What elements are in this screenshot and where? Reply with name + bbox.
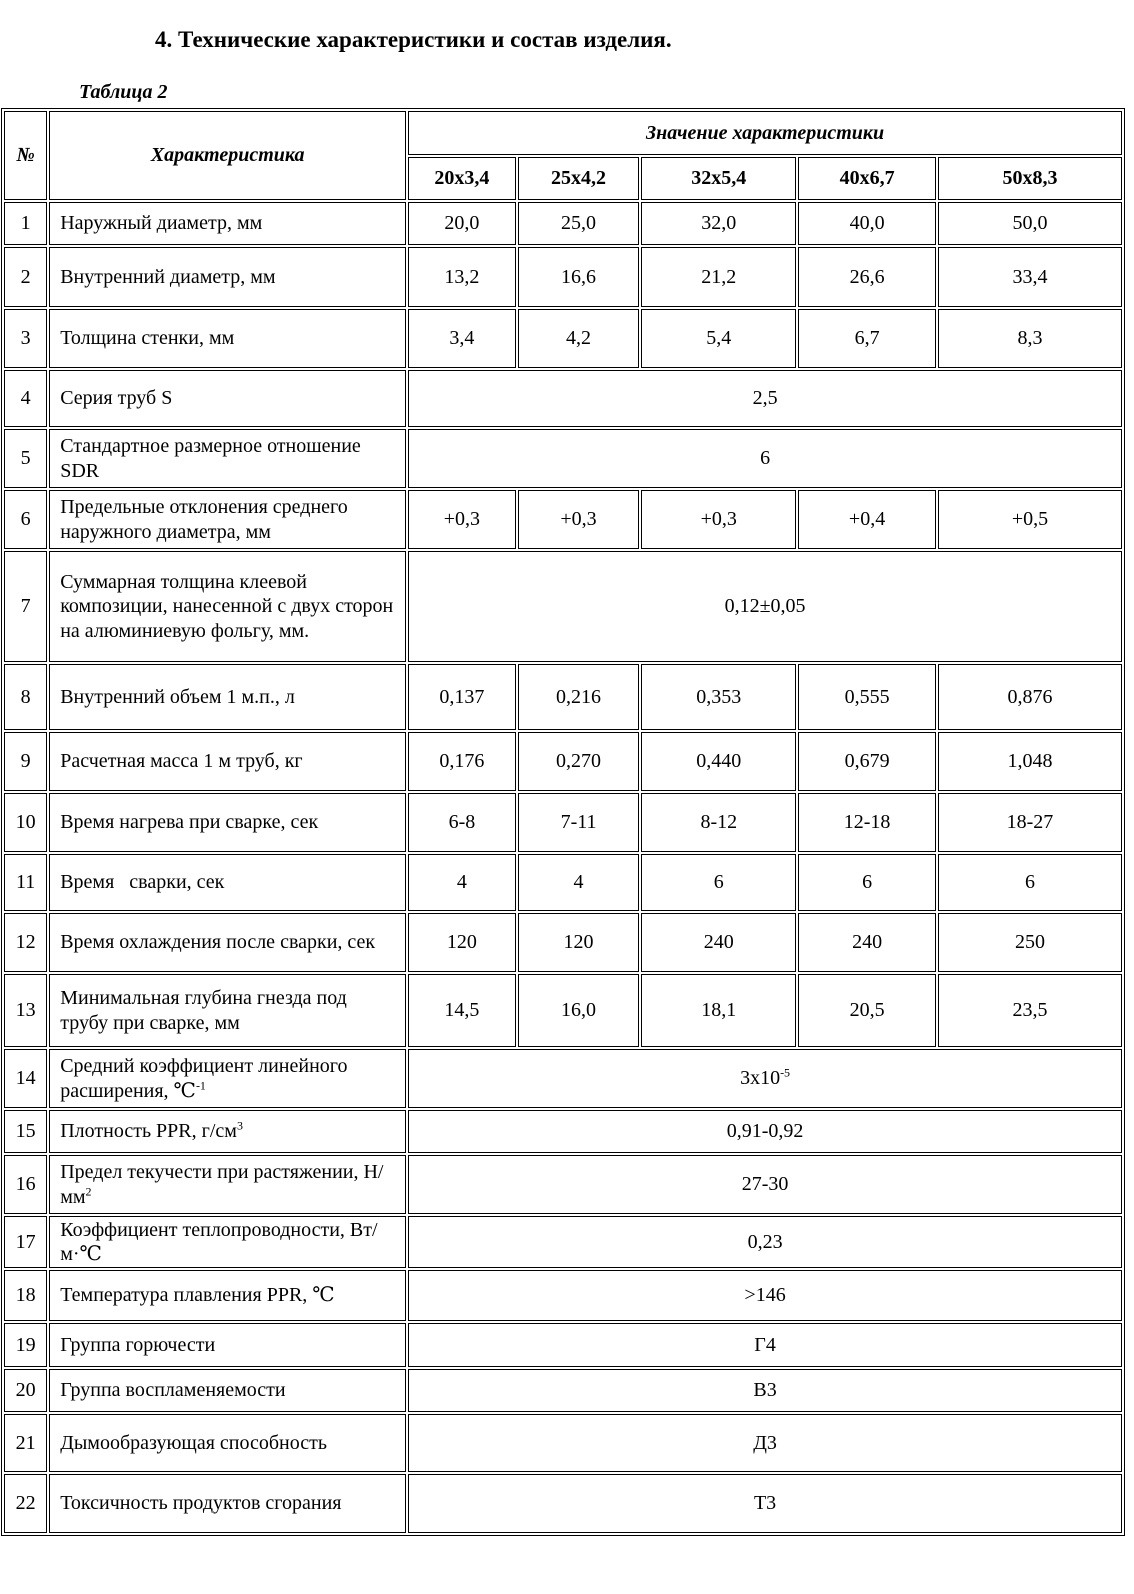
row-merged-value [408,1049,1122,1108]
header-num: № [4,111,47,200]
row-label: Дымообразующая способность [49,1414,406,1472]
row-value: 21,2 [641,247,796,307]
row-number: 17 [4,1216,47,1268]
table-row [4,1270,1122,1321]
row-number: 15 [4,1110,47,1153]
label-superscript: 3 [236,1118,243,1133]
row-value: 250 [938,913,1122,972]
row-number: 13 [4,974,47,1047]
row-number: 19 [4,1323,47,1367]
table-row [4,551,1122,662]
row-number: 10 [4,793,47,852]
row-value: 32,0 [641,202,796,245]
row-number: 1 [4,202,47,245]
table-row [4,247,1122,307]
table-row [4,913,1122,972]
table-row [4,1155,1122,1214]
row-number: 5 [4,429,47,488]
row-value: 20,5 [798,974,936,1047]
row-value: 120 [408,913,516,972]
row-value: 6 [938,854,1122,911]
row-value: 7-11 [518,793,640,852]
table-row [4,793,1122,852]
row-value: 0,679 [798,732,936,791]
header-size: 25х4,2 [518,157,640,200]
section-heading: 4. Технические характеристики и состав изделия. [155,27,672,52]
row-label [49,1049,406,1108]
row-number: 2 [4,247,47,307]
row-label: Наружный диаметр, мм [49,202,406,245]
table-row [4,370,1122,427]
table-row [4,1414,1122,1472]
row-label: Толщина стенки, мм [49,309,406,368]
row-value: 16,0 [518,974,640,1047]
row-label: Расчетная масса 1 м труб, кг [49,732,406,791]
row-value: 6 [798,854,936,911]
row-label: Время нагрева при сварке, сек [49,793,406,852]
row-label: Группа горючести [49,1323,406,1367]
row-value: 0,555 [798,664,936,730]
row-merged-value: Г4 [408,1323,1122,1367]
row-label: Коэффициент теплопроводности, Вт/м·℃ [49,1216,406,1268]
row-number: 16 [4,1155,47,1214]
row-label: Минимальная глубина гнезда под трубу при сварке, мм [49,974,406,1047]
table-row [4,974,1122,1047]
row-value: 50,0 [938,202,1122,245]
row-label: Группа воспламеняемости [49,1369,406,1412]
row-number: 9 [4,732,47,791]
merged-value-text: 3х10 [740,1067,781,1090]
row-merged-value: 2,5 [408,370,1122,427]
table-row [4,202,1122,245]
row-value: 26,6 [798,247,936,307]
row-value: 0,137 [408,664,516,730]
row-merged-value: 0,12±0,05 [408,551,1122,662]
header-size: 40х6,7 [798,157,936,200]
table-row [4,732,1122,791]
row-merged-value: Т3 [408,1474,1122,1533]
row-merged-value: 27-30 [408,1155,1122,1214]
row-number: 4 [4,370,47,427]
row-value: +0,3 [408,490,516,549]
row-label-text: Предел текучести при растяжении, Н/мм [60,1161,384,1208]
row-label [49,1155,406,1214]
row-value: 18-27 [938,793,1122,852]
table-row [4,1049,1122,1108]
row-number: 11 [4,854,47,911]
row-value: 20,0 [408,202,516,245]
row-value: 16,6 [518,247,640,307]
row-value: 23,5 [938,974,1122,1047]
row-merged-value: В3 [408,1369,1122,1412]
row-merged-value: >146 [408,1270,1122,1321]
specifications-table [1,108,1125,1536]
row-value: 8-12 [641,793,796,852]
row-number: 6 [4,490,47,549]
row-value: 3,4 [408,309,516,368]
table-row [4,429,1122,488]
row-value: +0,3 [518,490,640,549]
row-value: 240 [641,913,796,972]
row-label: Время охлаждения после сварки, сек [49,913,406,972]
row-number: 21 [4,1414,47,1472]
table-row [4,1110,1122,1153]
row-value: 40,0 [798,202,936,245]
row-value: 0,876 [938,664,1122,730]
row-label [49,1110,406,1153]
row-label: Внутренний объем 1 м.п., л [49,664,406,730]
header-characteristic: Характеристика [49,111,406,200]
row-value: 1,048 [938,732,1122,791]
header-size: 50х8,3 [938,157,1122,200]
row-value: 14,5 [408,974,516,1047]
row-value: 4,2 [518,309,640,368]
row-value: 0,176 [408,732,516,791]
row-value: 13,2 [408,247,516,307]
row-number: 3 [4,309,47,368]
row-value: 4 [408,854,516,911]
row-value: 0,270 [518,732,640,791]
row-value: 240 [798,913,936,972]
row-number: 7 [4,551,47,662]
row-value: 0,353 [641,664,796,730]
label-superscript: -1 [195,1077,206,1092]
row-number: 18 [4,1270,47,1321]
row-value: 6,7 [798,309,936,368]
header-value-group: Значение характеристики [408,111,1122,155]
row-number: 14 [4,1049,47,1108]
row-value: 120 [518,913,640,972]
row-label: Внутренний диаметр, мм [49,247,406,307]
row-label: Суммарная толщина клеевой композиции, нанесенной с двух сторон на алюминиевую фольгу, мм. [49,551,406,662]
row-value: +0,4 [798,490,936,549]
row-value: 4 [518,854,640,911]
row-label-text: Средний коэффициент линейного расширения, ℃ [60,1055,348,1102]
row-value: 25,0 [518,202,640,245]
row-value: 18,1 [641,974,796,1047]
row-value: 8,3 [938,309,1122,368]
row-number: 20 [4,1369,47,1412]
row-merged-value: Д3 [408,1414,1122,1472]
row-label: Температура плавления PPR, ℃ [49,1270,406,1321]
row-number: 22 [4,1474,47,1533]
table-row [4,854,1122,911]
table-row [4,1474,1122,1533]
table-row [4,1369,1122,1412]
row-number: 12 [4,913,47,972]
row-value: 0,440 [641,732,796,791]
table-row [4,1216,1122,1268]
value-superscript: -5 [780,1065,791,1080]
table-row [4,664,1122,730]
row-label: Токсичность продуктов сгорания [49,1474,406,1533]
row-merged-value: 6 [408,429,1122,488]
row-value: 5,4 [641,309,796,368]
row-value: +0,3 [641,490,796,549]
row-label: Предельные отклонения среднего наружного диаметра, мм [49,490,406,549]
row-number: 8 [4,664,47,730]
header-size: 32х5,4 [641,157,796,200]
row-value: 0,216 [518,664,640,730]
table-row [4,1323,1122,1367]
row-label: Время сварки, сек [49,854,406,911]
table-caption: Таблица 2 [79,81,168,103]
row-merged-value: 0,23 [408,1216,1122,1268]
row-label: Серия труб S [49,370,406,427]
row-value: 6 [641,854,796,911]
header-size: 20х3,4 [408,157,516,200]
row-value: 12-18 [798,793,936,852]
table-row [4,309,1122,368]
row-merged-value: 0,91-0,92 [408,1110,1122,1153]
row-value: 33,4 [938,247,1122,307]
label-superscript: 2 [85,1183,92,1198]
row-label-text: Плотность PPR, г/см [60,1120,237,1143]
row-value: +0,5 [938,490,1122,549]
row-label: Стандартное размерное отношение SDR [49,429,406,488]
table-row [4,490,1122,549]
row-value: 6-8 [408,793,516,852]
